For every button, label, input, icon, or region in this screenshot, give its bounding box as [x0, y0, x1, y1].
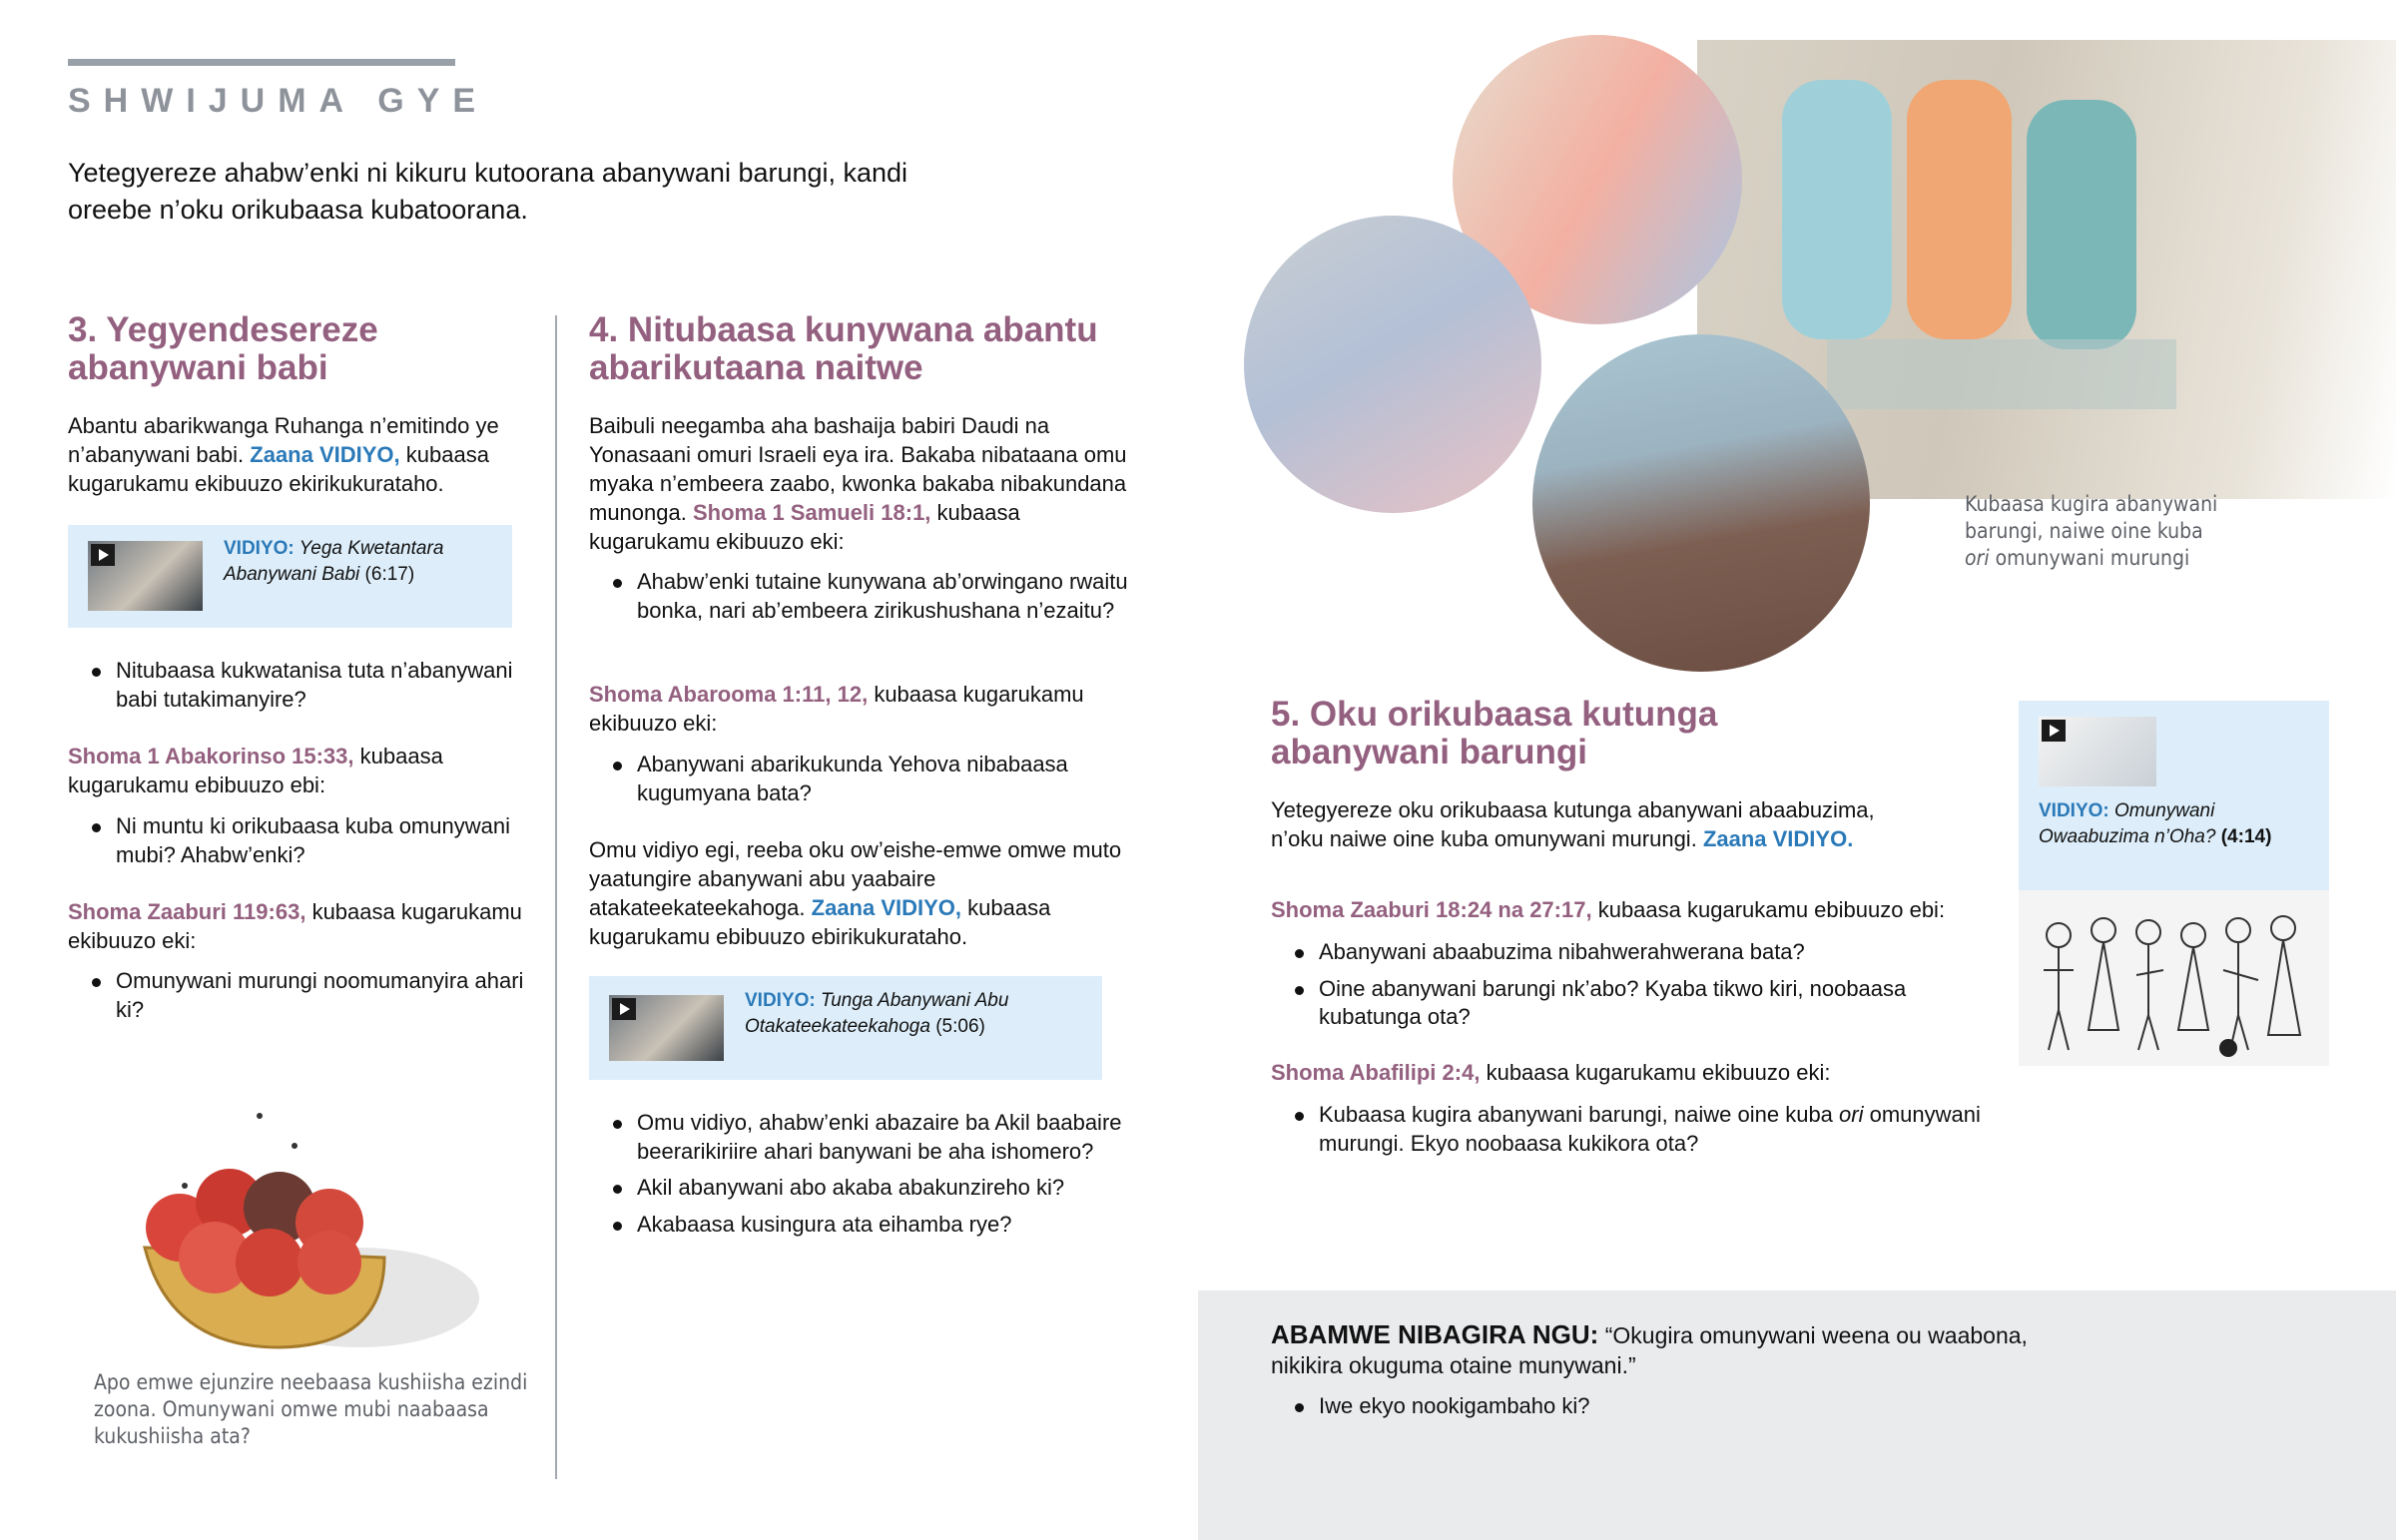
scripture-link[interactable]: Shoma 1 Abakorinso 15:33, — [68, 744, 354, 769]
section5-scripture-2: Shoma Abafilipi 2:4, kubaasa kugarukamu ekibuuzo eki: — [1271, 1060, 1831, 1085]
apple-caption: Apo emwe ejunzire neebaasa kushiisha ezindi zoona. Omunywani omwe mubi naabaasa kukushiisha ata? — [94, 1370, 528, 1448]
section3-question-list-2 — [68, 812, 545, 877]
section3-question-list-3 — [68, 967, 535, 1032]
section5-paragraph: Yetegyereze oku orikubaasa kutunga abanywani abaabuzima, n’oku naiwe oine kuba omunywani murungi. Zaana VIDIYO. — [1271, 797, 1875, 851]
list-item: Iwe ekyo nookigambaho ki? — [1319, 1392, 1998, 1421]
column-divider — [555, 315, 557, 1479]
section5-scripture-1: Shoma Zaaburi 18:24 na 27:17, kubaasa kugarukamu ebibuuzo ebi: — [1271, 897, 1946, 922]
section3-video-card[interactable] — [68, 525, 512, 628]
list-item: Ahabw’enki tutaine kunywana ab’orwingano rwaitu bonka, nari ab’embeera zirikushushana n’ezaitu? — [637, 568, 1156, 625]
scripture-link[interactable]: Shoma Zaaburi 18:24 na 27:17, — [1271, 897, 1592, 922]
scripture-link[interactable]: Shoma Abafilipi 2:4, — [1271, 1060, 1481, 1085]
intro-text: Yetegyereze ahabw’enki ni kikuru kutoorana abanywani barungi, kandi oreebe n’oku orikubaasa kubatoorana. — [68, 158, 908, 225]
section4-video-title[interactable]: VIDIYO: Tunga Abanywani Abu Otakateekateekahoga (5:06) — [745, 990, 1009, 1037]
video-thumbnail[interactable] — [2039, 717, 2156, 786]
list-item: Akabaasa kusingura ata eihamba rye? — [637, 1211, 1176, 1240]
section4-video-link[interactable]: Zaana VIDIYO, — [811, 895, 962, 920]
list-item: Akil abanywani abo akaba abakunzireho ki? — [637, 1174, 1176, 1203]
section3-video-title[interactable]: VIDIYO: Yega Kwetantara Abanywani Babi (6:17) — [224, 538, 444, 585]
section3-title: 3. Yegyendesereze abanywani babi — [68, 310, 378, 387]
section3-scripture-1: Shoma 1 Abakorinso 15:33, kubaasa kugarukamu ebibuuzo ebi: — [68, 744, 443, 797]
section4-paragraph-2: Omu vidiyo egi, reeba oku ow’eishe-emwe omwe muto yaatungire abanywani abu yaabaire atakateekateekahoga. Zaana VIDIYO, kubaasa kugarukamu ebibuuzo ebirikukurataho. — [589, 837, 1122, 949]
section4-question-list-1 — [589, 568, 1156, 633]
section3-question-list-1 — [68, 657, 535, 722]
section4-scripture-2: Shoma Abarooma 1:11, 12, kubaasa kugarukamu ekibuuzo eki: — [589, 682, 1084, 736]
photo-caption: Kubaasa kugira abanywani barungi, naiwe oine kuba ori omunywani murungi — [1965, 492, 2218, 570]
list-item: Omu vidiyo, ahabw’enki abazaire ba Akil baabaire beerarikiriire ahari banywani be aha ishomero? — [637, 1109, 1176, 1166]
apple-bowl-illustration — [130, 1108, 479, 1357]
play-icon[interactable] — [2042, 720, 2066, 742]
header-rule — [68, 59, 455, 66]
video-thumbnail[interactable] — [609, 995, 724, 1061]
discussion-quote: ABAMWE NIBAGIRA NGU: “Okugira omunywani weena ou waabona, nikikira okuguma otaine munywani.” — [1271, 1319, 2028, 1378]
section3-paragraph: Abantu abarikwanga Ruhanga n’emitindo ye n’abanywani babi. Zaana VIDIYO, kubaasa kugarukamu ekibuuzo ekirikukurataho. — [68, 413, 499, 496]
video-thumbnail[interactable] — [88, 541, 203, 611]
section3-scripture-2: Shoma Zaaburi 119:63, kubaasa kugarukamu ekibuuzo eki: — [68, 899, 522, 953]
section4-paragraph-1: Baibuli neegamba aha bashaija babiri Daudi na Yonasaani omuri Israeli eya ira. Bakaba nibataana omu myaka n’embeera zaabo, kwonka bakaba nibakundana munonga. Shoma 1 Samueli 18:1, kubaasa kugarukamu ekibuuzo eki: — [589, 413, 1127, 554]
list-item: Omunywani murungi noomumanyira ahari ki? — [116, 967, 535, 1024]
section5-video-link[interactable]: Zaana VIDIYO. — [1702, 826, 1854, 851]
scripture-link[interactable]: Shoma Zaaburi 119:63, — [68, 899, 306, 924]
list-item: Oine abanywani barungi nk’abo? Kyaba tikwo kiri, noobaasa kubatunga ota? — [1319, 975, 1998, 1032]
discussion-question-list — [1271, 1392, 1998, 1429]
play-icon[interactable] — [612, 998, 636, 1020]
play-icon[interactable] — [91, 544, 115, 566]
list-item: Ni muntu ki orikubaasa kuba omunywani mubi? Ahabw’enki? — [116, 812, 545, 869]
section4-video-card[interactable] — [589, 976, 1102, 1080]
section5-video-title[interactable]: VIDIYO: Omunywani Owaabuzima n’Oha? (4:14) — [2039, 800, 2272, 847]
elderly-friend-photo — [1244, 216, 1541, 513]
list-item: Nitubaasa kukwatanisa tuta n’abanywani babi tutakimanyire? — [116, 657, 535, 714]
section5-question-list-1 — [1271, 938, 1998, 1040]
list-item: Abanywani abaabuzima nibahwerahwerana bata? — [1319, 938, 1998, 967]
comforting-friend-photo — [1532, 334, 1870, 672]
section4-question-list-2 — [589, 751, 1156, 815]
section4-title: 4. Nitubaasa kunywana abantu abarikutaana naitwe — [589, 310, 1098, 387]
list-item: Abanywani abarikukunda Yehova nibabaasa kugumyana bata? — [637, 751, 1156, 807]
section4-question-list-3 — [589, 1109, 1176, 1247]
section5-title: 5. Oku orikubaasa kutunga abanywani barungi — [1271, 695, 1718, 771]
list-item: Kubaasa kugira abanywani barungi, naiwe oine kuba ori omunywani murungi. Ekyo noobaasa kukikora ota? — [1319, 1101, 1998, 1158]
section5-video-card[interactable] — [2019, 701, 2329, 1066]
section3-video-link[interactable]: Zaana VIDIYO, — [250, 442, 400, 467]
scripture-link[interactable]: Shoma 1 Samueli 18:1, — [692, 500, 931, 525]
section-kicker: SHWIJUMA GYE — [68, 82, 489, 120]
section5-question-list-2 — [1271, 1101, 1998, 1166]
scripture-link[interactable]: Shoma Abarooma 1:11, 12, — [589, 682, 869, 707]
people-sketch-illustration — [2019, 890, 2329, 1066]
